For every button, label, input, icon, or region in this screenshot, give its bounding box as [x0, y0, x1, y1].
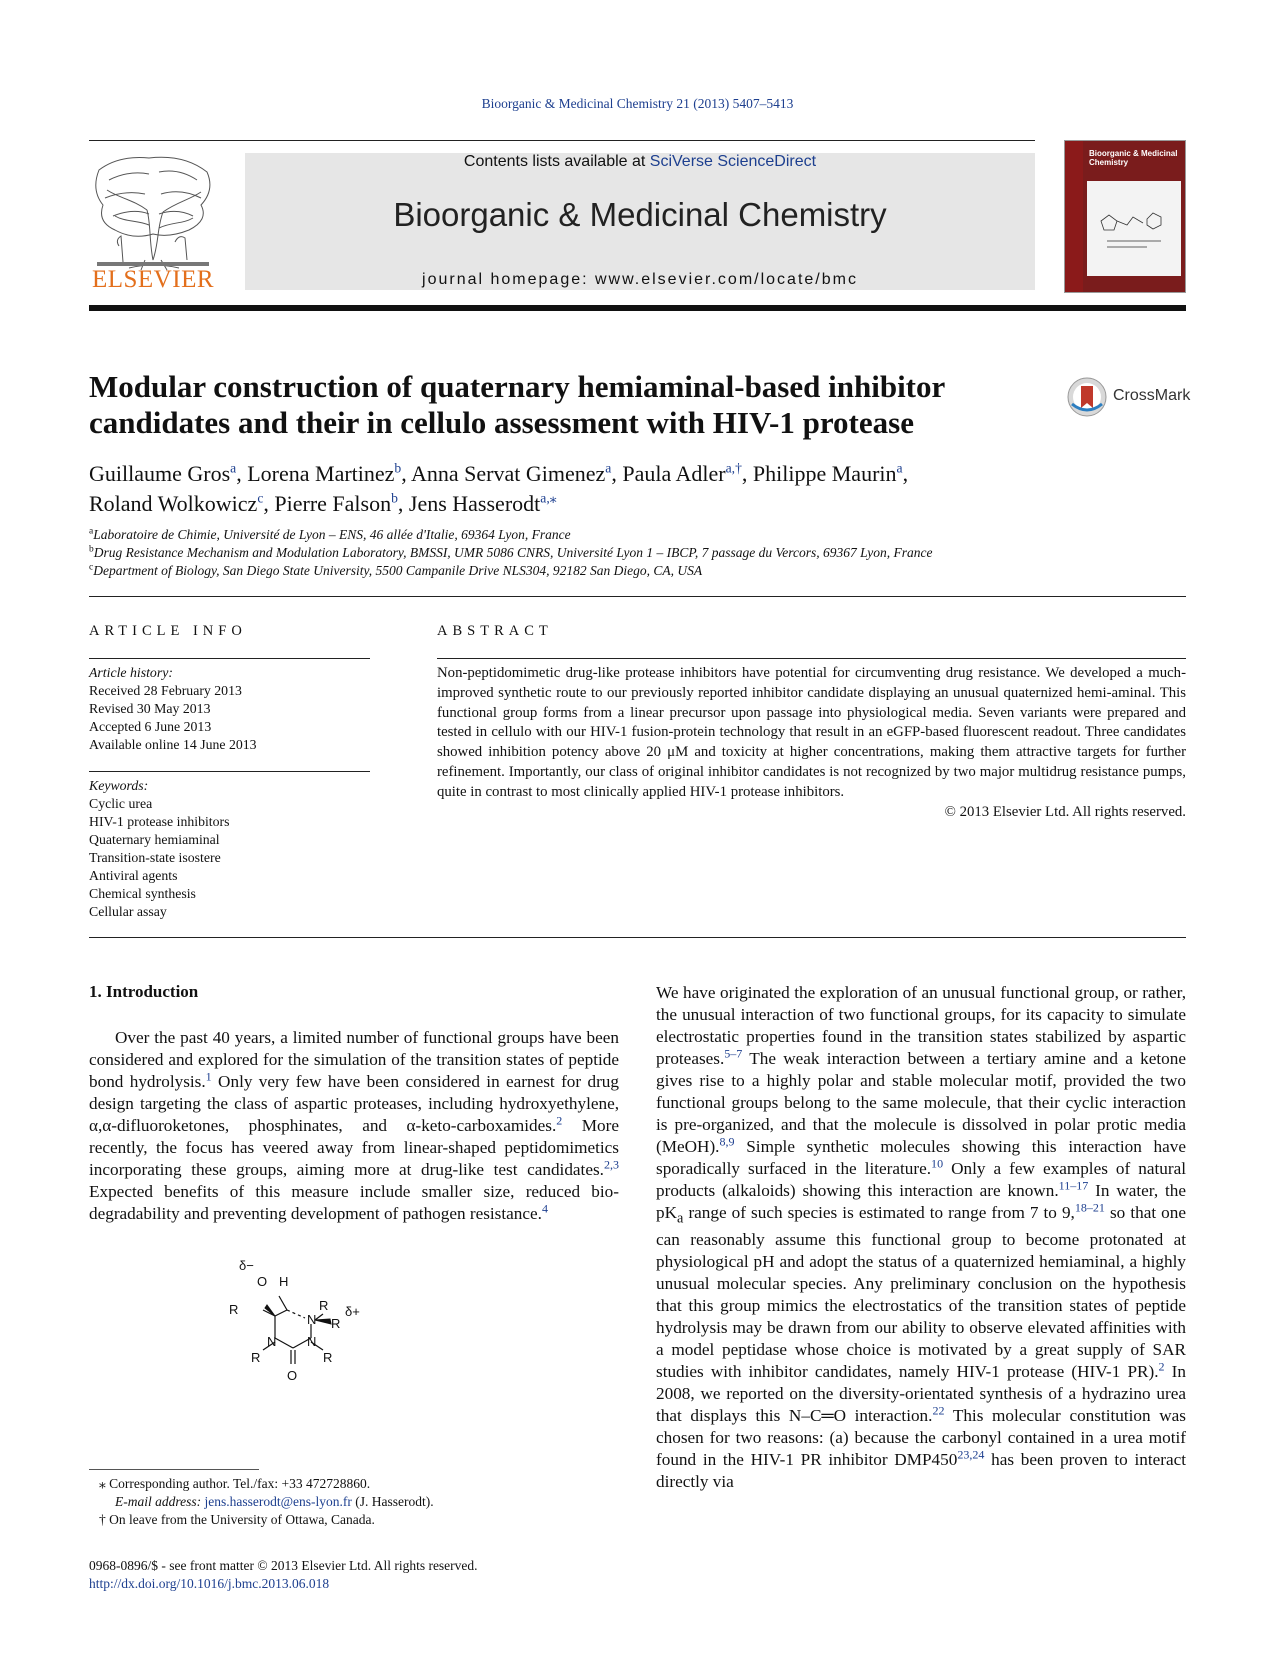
- nitrogen-label-1: N: [307, 1312, 317, 1327]
- elsevier-wordmark: ELSEVIER: [91, 266, 215, 293]
- corresponding-author-note: [89, 1475, 619, 1493]
- author-name[interactable]: Anna Servat Gimenez: [411, 461, 606, 486]
- bottom-metadata: [89, 1557, 649, 1593]
- citation-ref[interactable]: 2: [556, 1113, 563, 1128]
- body-text: Only a few examples of natural products (alkaloids) showing this interaction are known.: [656, 1159, 1186, 1200]
- delta-minus-label: δ−: [239, 1258, 254, 1273]
- introduction-paragraph-right: [656, 982, 1186, 1493]
- body-text: range of such species is estimated to range from 7 to 9,: [683, 1203, 1075, 1222]
- citation-ref[interactable]: 4: [541, 1201, 548, 1216]
- body-text: Expected benefits of this measure include smaller size, reduced bio-degradability and preventing development of pathogen resistance.: [89, 1182, 619, 1223]
- sciencedirect-link[interactable]: SciVerse ScienceDirect: [649, 153, 817, 170]
- r-label-3: R: [331, 1316, 341, 1331]
- body-text: Over the past 40 years, a limited number of functional groups have been considered and explored for the simulation of the transition states of peptide bond hydrolysis.: [89, 1028, 619, 1091]
- r-label-4: R: [251, 1350, 261, 1365]
- affiliation-text: Laboratoire de Chimie, Université de Lyon – ENS, 46 allée d'Italie, 69364 Lyon, France: [93, 527, 571, 542]
- keywords-rule: [89, 771, 370, 772]
- leave-note: [89, 1511, 619, 1529]
- affiliations: [89, 526, 1186, 580]
- abstract-rule: [437, 658, 1186, 659]
- citation-ref[interactable]: 1: [205, 1069, 212, 1084]
- contents-line: [245, 153, 1035, 171]
- history-list: [89, 682, 370, 754]
- abstract-heading: ABSTRACT: [437, 623, 553, 639]
- author-separator: ,: [236, 461, 248, 486]
- cover-spine: [1065, 141, 1083, 292]
- citation-ref[interactable]: 23,24: [957, 1447, 985, 1462]
- affiliation-line: [89, 562, 1186, 580]
- citation-ref[interactable]: 22: [932, 1403, 945, 1418]
- history-item: Revised 30 May 2013: [89, 701, 211, 716]
- abstract-text: Non-peptidomimetic drug-like protease inhibitors have potential for circumventing drug resistance. We developed a much-improved synthetic route to our previously reported inhibitor candidate displaying an unusual quaternized hemi-aminal. This functional group forms from a linear precursor upon passage into physiological media. Seven variants were prepared and tested in cellulo with our HIV-1 fusion-protein technology that result in an eGFP-based fluorescent readout. Three candidates showed inhibition potency above 20 μM and toxicity at higher concentrations, making them attractive targets for further refinement. Importantly, our class of original inhibitor candidates is not recognized by two major multidrug resistance pumps, quite in contrast to most clinically applied HIV-1 protease inhibitors.: [437, 665, 1186, 800]
- subscript: a: [677, 1210, 684, 1227]
- nitrogen-label-3: N: [307, 1334, 317, 1349]
- author-affiliation-mark[interactable]: c: [257, 490, 264, 506]
- section-rule: [89, 596, 1186, 597]
- issn-line: 0968-0896/$ - see front matter © 2013 Elsevier Ltd. All rights reserved.: [89, 1558, 478, 1573]
- author-name[interactable]: Paula Adler: [622, 461, 726, 486]
- author-separator: ,: [902, 461, 909, 486]
- delta-plus-label: δ+: [345, 1304, 360, 1319]
- crossmark-icon: [1066, 376, 1108, 418]
- article-history: [89, 664, 370, 754]
- nitrogen-label-2: N: [267, 1334, 277, 1349]
- abstract-block: [437, 664, 1186, 822]
- footnote-rule: [89, 1469, 259, 1470]
- body-text: This molecular constitution was chosen for two reasons: (a) because the carbonyl contained in a urea motif found in the HIV-1 PR inhibitor DMP450: [656, 1406, 1186, 1470]
- citation-ref[interactable]: 10: [931, 1156, 944, 1171]
- keyword-item: Quaternary hemiaminal: [89, 832, 220, 847]
- body-text: Only very few have been considered in earnest for drug design targeting the class of aspartic proteases, including hydroxyethylene, α,α-difluoroketones, phosphinates, and α-keto-carboxamides.: [89, 1072, 619, 1135]
- journal-homepage[interactable]: journal homepage: www.elsevier.com/locate/bmc: [422, 271, 858, 288]
- keyword-item: HIV-1 protease inhibitors: [89, 814, 230, 829]
- author-name[interactable]: Pierre Falson: [274, 491, 392, 516]
- body-text: We have originated the exploration of an unusual functional group, or rather, the unusual interaction of two functional groups, for its capacity to simulate electrostatic properties found in the transition states stabilized by aspartic proteases.: [656, 983, 1186, 1068]
- author-affiliation-mark[interactable]: a,⁎: [540, 490, 557, 506]
- keyword-item: Cyclic urea: [89, 796, 153, 811]
- email-label: E-mail address:: [115, 1494, 205, 1509]
- r-label-1: R: [229, 1302, 239, 1317]
- email-note: [89, 1493, 619, 1511]
- author-separator: ,: [401, 461, 412, 486]
- author-affiliation-mark[interactable]: b: [391, 490, 398, 506]
- citation-ref[interactable]: 11–17: [1058, 1178, 1089, 1193]
- r-label-2: R: [319, 1298, 329, 1313]
- oxygen-label-2: O: [287, 1368, 298, 1383]
- affiliation-key: a: [89, 526, 94, 537]
- cover-artwork: [1087, 181, 1181, 276]
- email-suffix: (J. Hasserodt).: [351, 1494, 434, 1509]
- introduction-heading: 1. Introduction: [89, 982, 199, 1001]
- contents-prefix: Contents lists available at: [463, 153, 650, 170]
- citation-ref[interactable]: 5–7: [724, 1046, 743, 1061]
- crossmark-badge[interactable]: [1066, 376, 1191, 418]
- keyword-item: Chemical synthesis: [89, 886, 196, 901]
- body-text: In 2008, we reported on the diversity-orientated synthesis of a hydrazino urea that displays this N–C═O interaction.: [656, 1362, 1186, 1426]
- author-separator: ,: [611, 461, 623, 486]
- keyword-item: Transition-state isostere: [89, 850, 221, 865]
- cover-title: Bioorganic & Medicinal Chemistry: [1089, 149, 1178, 167]
- crossmark-label: CrossMark: [1113, 387, 1191, 404]
- citation-ref[interactable]: 2,3: [603, 1157, 619, 1172]
- header-thick-rule: [89, 305, 1186, 311]
- author-name[interactable]: Lorena Martinez: [247, 461, 395, 486]
- body-text: The weak interaction between a tertiary amine and a ketone gives rise to a highly polar and stable molecular motif, provided the two functional groups belong to the same molecule, that their cyclic interaction is pre-organized, and that the molecule is dissolved in polar protic media (MeOH).: [656, 1049, 1186, 1156]
- hemiaminal-structure-figure: [229, 1258, 395, 1418]
- affiliation-text: Department of Biology, San Diego State University, 5500 Campanile Drive NLS304, 92182 San Diego, CA, USA: [93, 563, 703, 578]
- keyword-list: [89, 795, 370, 921]
- article-title: Modular construction of quaternary hemiaminal-based inhibitor candidates and their in cellulo assessment with HIV-1 protease: [89, 369, 945, 440]
- journal-title: Bioorganic & Medicinal Chemistry: [393, 196, 887, 233]
- dagger-mark: †: [99, 1512, 110, 1527]
- introduction-paragraph-left: [89, 1027, 619, 1225]
- r-label-5: R: [323, 1350, 333, 1365]
- author-name[interactable]: Philippe Maurin: [752, 461, 897, 486]
- corresponding-text: Corresponding author. Tel./fax: +33 472728860.: [109, 1476, 371, 1491]
- journal-cover-thumbnail[interactable]: [1064, 140, 1186, 293]
- author-affiliation-mark[interactable]: b: [394, 460, 402, 476]
- oxygen-label: O: [257, 1274, 268, 1289]
- body-text: so that one can reasonably assume this functional group to become protonated at physiological pH and adopt the status of a quaternized hemiaminal, a highly unusual molecular species. Any preliminary conclusion on the hypothesis that this group mimics the electrostatics of the transition states of peptide hydrolysis may be drawn from our ability to observe elevated affinities with a model peptidase whose choice is motivated by a great supply of SAR studies with inhibitor candidates, namely HIV-1 protease (HIV-1 PR).: [656, 1203, 1186, 1382]
- citation-ref[interactable]: 18–21: [1074, 1200, 1105, 1215]
- author-name[interactable]: Roland Wolkowicz: [89, 491, 258, 516]
- author-separator: ,: [263, 491, 275, 516]
- author-name[interactable]: Guillaume Gros: [89, 461, 231, 486]
- asterisk-mark: ⁎: [99, 1476, 110, 1491]
- keyword-item: Antiviral agents: [89, 868, 178, 883]
- history-label: Article history:: [89, 665, 173, 680]
- email-link[interactable]: jens.hasserodt@ens-lyon.fr: [204, 1494, 352, 1509]
- history-item: Accepted 6 June 2013: [89, 719, 212, 734]
- footnotes: [89, 1475, 619, 1529]
- body-text: Simple synthetic molecules showing this interaction have sporadically surfaced in the literature.: [656, 1137, 1186, 1178]
- author-affiliation-mark[interactable]: a,†: [725, 460, 742, 476]
- affiliation-text: Drug Resistance Mechanism and Modulation Laboratory, BMSSI, UMR 5086 CNRS, Université Lyon 1 – IBCP, 7 passage du Vercors, 69367 Lyon, France: [93, 545, 933, 560]
- article-info-heading: ARTICLE INFO: [89, 623, 247, 639]
- affiliation-key: c: [89, 562, 94, 573]
- author-name[interactable]: Jens Hasserodt: [408, 491, 541, 516]
- affiliation-line: [89, 544, 1186, 562]
- author-separator: ,: [741, 461, 753, 486]
- history-item: Available online 14 June 2013: [89, 737, 257, 752]
- keyword-item: Cellular assay: [89, 904, 167, 919]
- leave-text: On leave from the University of Ottawa, Canada.: [109, 1512, 375, 1527]
- journal-reference[interactable]: Bioorganic & Medicinal Chemistry 21 (2013) 5407–5413: [481, 96, 794, 111]
- keywords-label: Keywords:: [89, 778, 149, 793]
- affiliation-line: [89, 526, 1186, 544]
- abstract-copyright: © 2013 Elsevier Ltd. All rights reserved.: [944, 803, 1186, 820]
- affiliation-key: b: [89, 544, 94, 555]
- hydrogen-label: H: [279, 1274, 289, 1289]
- author-affiliation-mark[interactable]: a: [230, 460, 237, 476]
- history-item: Received 28 February 2013: [89, 683, 242, 698]
- author-separator: ,: [397, 491, 409, 516]
- section-rule-2: [89, 937, 1186, 938]
- citation-ref[interactable]: 8,9: [719, 1134, 735, 1149]
- keywords-block: [89, 777, 370, 921]
- article-info-rule: [89, 658, 370, 659]
- header-rule: [89, 140, 1035, 141]
- author-affiliation-mark[interactable]: a: [896, 460, 903, 476]
- body-text: More recently, the focus has veered away from linear-shaped peptidomimetics incorporating these groups, aiming more at drug-like test candidates.: [89, 1116, 619, 1179]
- author-affiliation-mark[interactable]: a: [605, 460, 612, 476]
- body-text: In water, the pK: [656, 1181, 1186, 1222]
- doi-link[interactable]: http://dx.doi.org/10.1016/j.bmc.2013.06.018: [89, 1576, 330, 1591]
- author-list: [89, 459, 1186, 519]
- citation-ref[interactable]: 2: [1158, 1359, 1165, 1374]
- body-text: has been proven to interact directly via: [656, 1450, 1187, 1492]
